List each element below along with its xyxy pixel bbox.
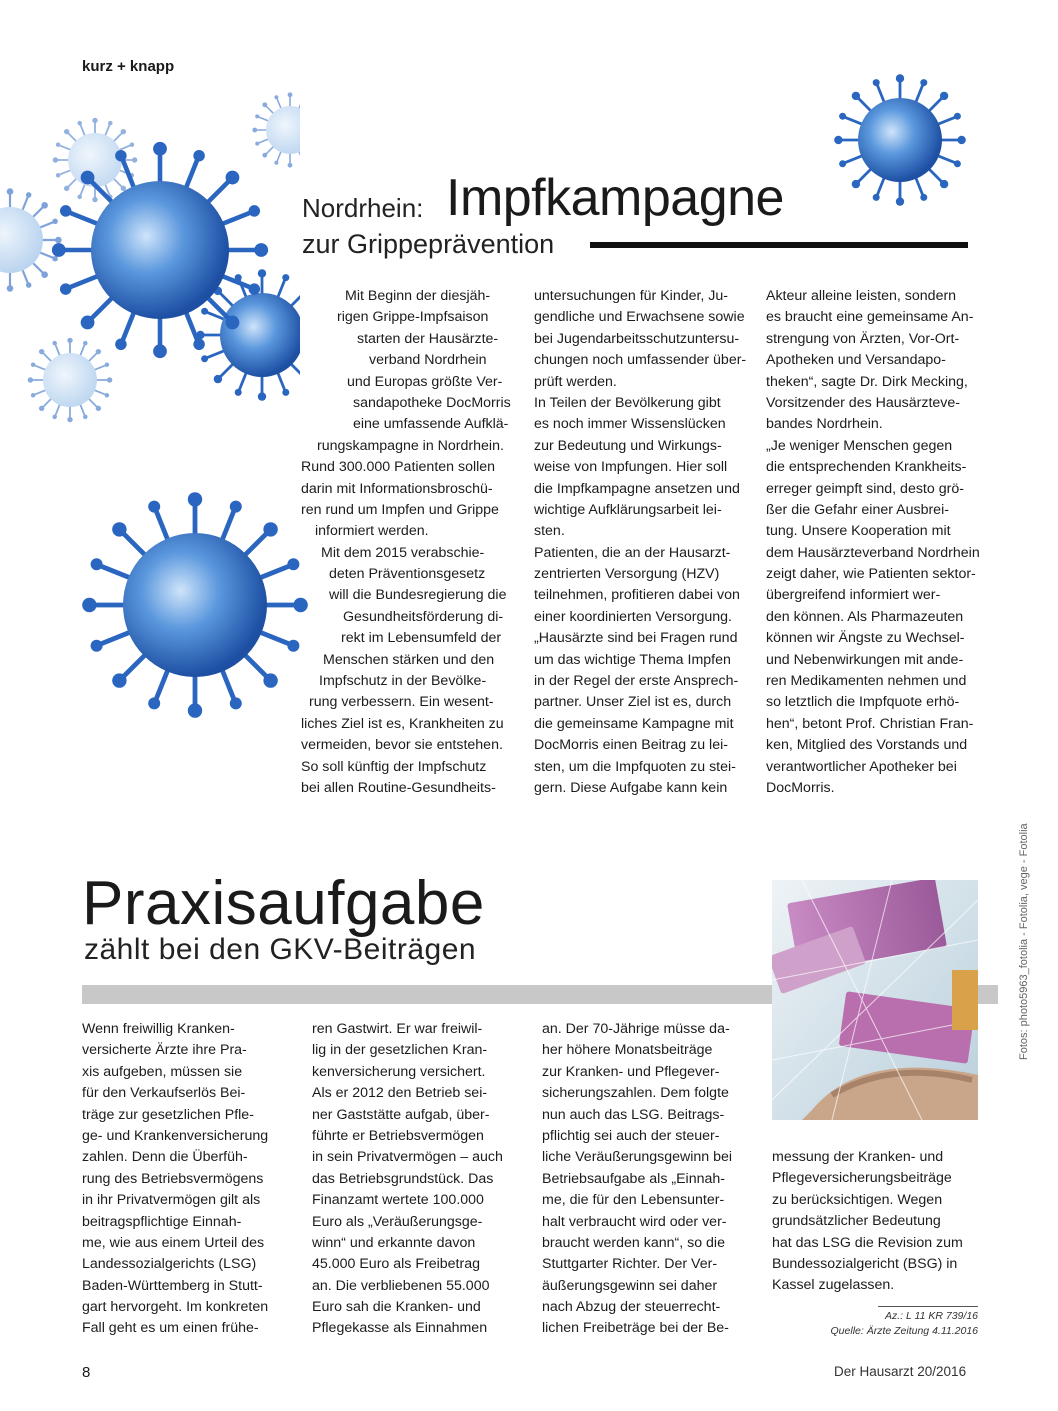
text-line: verband Nordrhein (369, 352, 487, 369)
text-line: hen“, betont Prof. Christian Fran- (766, 715, 974, 732)
text-line: für den Verkaufserlös Bei- (82, 1085, 246, 1102)
virus-cluster-illustration (0, 80, 300, 460)
virus-illustration (830, 70, 970, 210)
text-line: ken, Mitglied des Vorstands und (766, 737, 968, 754)
text-line: die gemeinsame Kampagne mit (534, 715, 734, 732)
text-line: führte er Betriebsvermögen (312, 1127, 484, 1144)
text-line: versicherte Ärzte ihre Pra- (82, 1042, 247, 1059)
text-line: Akteur alleine leisten, sondern (766, 288, 957, 304)
text-line: untersuchungen für Kinder, Ju- (534, 288, 729, 304)
article2-column-1 (82, 1019, 288, 1340)
photo-credit: Fotos: photo5963_fotolia - Fotolia, vege - Fotolia (1018, 823, 1030, 1060)
text-line: sandapotheke DocMorris (353, 394, 511, 411)
text-line: zahlen. Denn die Überfüh- (82, 1149, 248, 1166)
text-line: um das wichtige Thema Impfen (534, 651, 731, 668)
text-line: träge zur gesetzlichen Pfle- (82, 1106, 254, 1123)
text-line: darin mit Informationsbroschü- (301, 480, 493, 497)
text-line: nach Abzug der steuerrecht- (542, 1299, 721, 1316)
text-line: liches Ziel ist es, Krankheiten zu (301, 715, 504, 732)
text-line: me, die für den Lebensunter- (542, 1192, 725, 1209)
text-line: dem Hausärzteverband Nordrhein (766, 544, 980, 561)
title-rule (590, 242, 968, 248)
text-line: ner Gaststätte aufgab, über- (312, 1106, 490, 1123)
article1-title: Impfkampagne (446, 169, 784, 227)
text-line: gern. Diese Aufgabe kann kein (534, 779, 728, 796)
text-line: prüft werden. (534, 373, 617, 390)
text-line: In Teilen der Bevölkerung gibt (534, 394, 721, 411)
text-line: her höhere Monatsbeiträge (542, 1042, 713, 1059)
text-line: den können. Als Pharmazeuten (766, 608, 964, 625)
text-line: Apotheken und Versandapo- (766, 352, 946, 369)
text-line: zur Kranken- und Pflegever- (542, 1063, 720, 1080)
text-line: winn“ und erkannte davon (312, 1234, 476, 1251)
text-line: Wenn freiwillig Kranken- (82, 1021, 235, 1037)
text-line: Bundessozialgericht (BSG) in (772, 1255, 958, 1272)
text-line: liche Veräußerungsgewinn bei (542, 1149, 733, 1166)
text-line: me, wie aus einem Urteil des (82, 1234, 265, 1251)
text-line: und Nebenwirkungen mit ande- (766, 651, 964, 668)
text-line: Rund 300.000 Patienten sollen (301, 459, 496, 476)
article2-column-4 (772, 1147, 982, 1297)
text-line: ßer die Gefahr einer Ausbrei- (766, 501, 949, 518)
text-line: gart hervorgeht. Im konkreten (82, 1299, 269, 1316)
page-number: 8 (82, 1364, 91, 1381)
text-line: rekt im Lebensumfeld der (341, 630, 502, 647)
text-line: in ihr Privatvermögen gilt als (82, 1192, 261, 1209)
text-line: bei allen Routine-Gesundheits- (301, 779, 496, 796)
text-line: sten, um die Impfquoten zu stei- (534, 758, 736, 775)
text-line: theken“, sagte Dr. Dirk Mecking, (766, 373, 968, 390)
text-line: braucht werden kann“, so die (542, 1234, 725, 1251)
text-line: Pflegeversicherungsbeiträge (772, 1170, 952, 1187)
text-line: äußerungsgewinn sei daher (542, 1277, 718, 1294)
text-line: ge- und Krankenversicherung (82, 1127, 269, 1144)
text-line: halt verbraucht wird oder ver- (542, 1213, 727, 1230)
text-line: rung des Betriebsvermögens (82, 1170, 264, 1187)
text-line: an. Der 70-Jährige müsse da- (542, 1021, 730, 1037)
text-line: zeigt daher, wie Patienten sektor- (766, 566, 976, 583)
text-line: in der Regel der erste Ansprech- (534, 673, 739, 690)
text-line: Menschen stärken und den (323, 651, 495, 668)
text-line: Mit Beginn der diesjäh- (345, 288, 491, 304)
text-line: Impfschutz in der Bevölke- (319, 673, 487, 690)
section-label: kurz + knapp (82, 58, 175, 75)
text-line: an. Die verbliebenen 55.000 (312, 1277, 490, 1294)
text-line: erreger geimpft sind, desto grö- (766, 480, 964, 497)
text-line: ren Gastwirt. Er war freiwil- (312, 1021, 483, 1037)
text-line: kenversicherung versichert. (312, 1063, 486, 1080)
text-line: hat das LSG die Revision zum (772, 1234, 963, 1251)
text-line: weise von Impfungen. Hier soll (534, 459, 728, 476)
text-line: messung der Kranken- und (772, 1149, 944, 1165)
text-line: Betriebsaufgabe als „Einnah- (542, 1170, 725, 1187)
text-line: rung verbessern. Ein wesent- (309, 694, 494, 711)
text-line: ren rund um Impfen und Grippe (301, 501, 499, 518)
text-line: können wir Ängste zu Wechsel- (766, 630, 965, 647)
article1-subtitle: zur Grippeprävention (302, 229, 555, 259)
text-line: rigen Grippe-Impfsaison (337, 309, 489, 326)
case-reference: Az.: L 11 KR 739/16 (884, 1310, 978, 1322)
text-line: Gesundheitsförderung di- (343, 608, 504, 625)
text-line: teilnehmen, profitieren dabei von (534, 587, 740, 604)
text-line: in sein Privatvermögen – auch (312, 1149, 503, 1166)
text-line: zentrierten Versorgung (HZV) (534, 566, 720, 583)
text-line: bei Jugendarbeitsschutzuntersu- (534, 330, 740, 347)
text-line: „Hausärzte sind bei Fragen rund (534, 630, 738, 647)
text-line: und Europas größte Ver- (347, 373, 503, 390)
text-line: Pflegekasse als Einnahmen (312, 1320, 488, 1337)
text-line: „Je weniger Menschen gegen (766, 437, 953, 454)
text-line: das Betriebsgrundstück. Das (312, 1170, 494, 1187)
article2-subtitle: zählt bei den GKV-Beiträgen (84, 933, 477, 966)
virus-illustration (80, 490, 310, 720)
text-line: Fall geht es um einen frühe- (82, 1320, 259, 1337)
issue-label: Der Hausarzt 20/2016 (834, 1364, 967, 1379)
text-line: starten der Hausärzte- (357, 330, 499, 347)
article1-column-3 (766, 286, 981, 799)
text-line: Patienten, die an der Hausarzt- (534, 544, 731, 561)
text-line: zur Bedeutung und Wirkungs- (534, 437, 722, 454)
text-line: sicherungszahlen. Dem folgte (542, 1085, 729, 1102)
text-line: wichtige Aufklärungsarbeit lei- (534, 501, 722, 518)
article2-title: Praxisaufgabe (82, 869, 485, 938)
text-line: rungskampagne in Nordrhein. (317, 437, 504, 454)
text-line: Landessozialgerichts (LSG) (82, 1256, 257, 1273)
text-line: So soll künftig der Impfschutz (301, 758, 487, 775)
source-reference: Quelle: Ärzte Zeitung 4.11.2016 (830, 1325, 978, 1337)
article1-title-prefix: Nordrhein: (302, 193, 424, 223)
text-line: lichen Freibeträge bei der Be- (542, 1320, 729, 1337)
text-line: lig in der gesetzlichen Kran- (312, 1042, 488, 1059)
text-line: ren Medikamenten nehmen und (766, 673, 967, 690)
text-line: Euro als „Veräußerungsge- (312, 1213, 483, 1230)
text-line: informiert werden. (315, 523, 429, 540)
text-line: die Impfkampagne ansetzen und (534, 480, 740, 497)
text-line: einer koordinierten Versorgung. (534, 608, 732, 625)
reference-rule (878, 1306, 978, 1307)
article2-column-3 (542, 1019, 752, 1340)
text-line: will die Bundesregierung die (329, 587, 507, 604)
text-line: xis aufgeben, müssen sie (82, 1063, 243, 1080)
text-line: Finanzamt wertete 100.000 (312, 1192, 484, 1209)
text-line: 45.000 Euro als Freibetrag (312, 1256, 480, 1273)
text-line: es braucht eine gemeinsame An- (766, 309, 974, 326)
text-line: eine umfassende Aufklä- (353, 416, 509, 433)
article1-column-2 (534, 286, 747, 799)
text-line: pflichtig sei auch der steuer- (542, 1127, 720, 1144)
text-line: tung. Unsere Kooperation mit (766, 523, 951, 540)
text-line: gendliche und Erwachsene sowie (534, 309, 745, 326)
text-line: Euro sah die Kranken- und (312, 1299, 481, 1316)
text-line: beitragspflichtige Einnah- (82, 1213, 242, 1230)
text-line: sten. (534, 523, 565, 540)
text-line: DocMorris einen Beitrag zu lei- (534, 737, 728, 754)
text-line: deten Präventionsgesetz (329, 566, 486, 583)
text-line: grundsätzlicher Bedeutung (772, 1213, 941, 1230)
text-line: chungen noch umfassender über- (534, 352, 747, 369)
text-line: nun auch das LSG. Beitrags- (542, 1106, 725, 1123)
text-line: so letztlich die Impfquote erhö- (766, 694, 960, 711)
text-line: Stuttgarter Richter. Der Ver- (542, 1256, 718, 1273)
text-line: DocMorris. (766, 779, 835, 796)
banknote-photo (772, 880, 978, 1120)
text-line: es noch immer Wissenslücken (534, 416, 726, 433)
text-line: Als er 2012 den Betrieb sei- (312, 1085, 488, 1102)
text-line: verantwortlicher Apotheker bei (766, 758, 957, 775)
text-line: strengung von Ärzten, Vor-Ort- (766, 330, 960, 347)
text-line: die entsprechenden Krankheits- (766, 459, 967, 476)
text-line: Baden-Württemberg in Stutt- (82, 1277, 263, 1294)
text-line: übergreifend informiert wer- (766, 587, 941, 604)
text-line: bandes Nordrhein. (766, 416, 883, 433)
text-line: Kassel zugelassen. (772, 1277, 895, 1294)
article1-column-1 (301, 286, 511, 799)
text-line: zu berücksichtigen. Wegen (772, 1191, 943, 1208)
text-line: vermeiden, bevor sie entstehen. (301, 737, 503, 754)
article2-column-2 (312, 1019, 518, 1340)
text-line: Mit dem 2015 verabschie- (321, 544, 485, 561)
text-line: partner. Unser Ziel ist es, durch (534, 694, 732, 711)
text-line: Vorsitzender des Hausärzteve- (766, 394, 960, 411)
